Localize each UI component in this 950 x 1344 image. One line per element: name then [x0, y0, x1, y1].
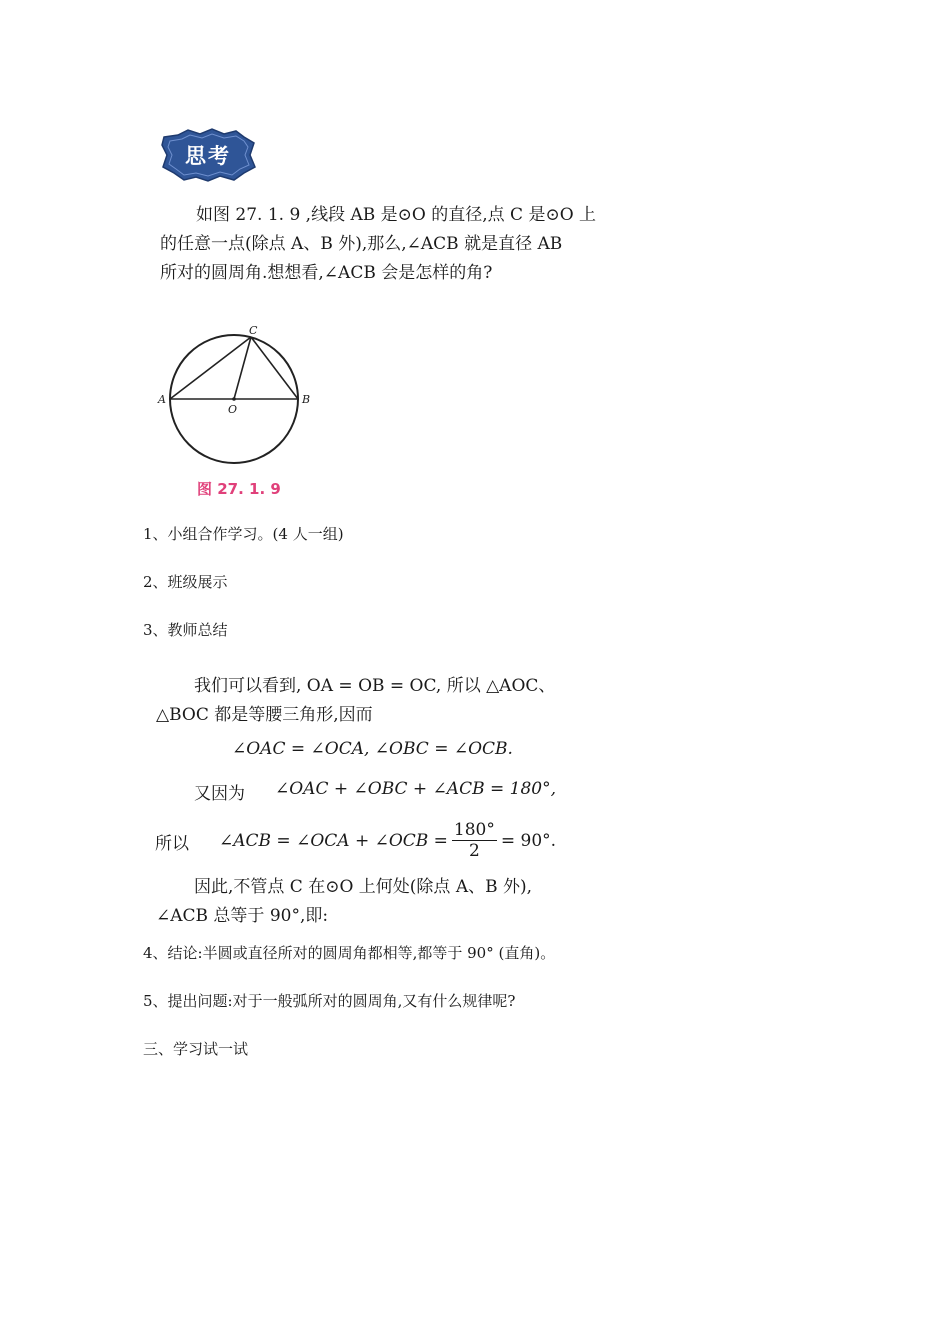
equation-2-prefix: 又因为 — [194, 784, 245, 804]
step-4: 4、结论:半圆或直径所对的圆周角都相等,都等于 90° (直角)。 — [143, 944, 556, 962]
step-1: 1、小组合作学习。(4 人一组) — [143, 525, 344, 543]
intro-line-1: 如图 27. 1. 9 ,线段 AB 是⊙O 的直径,点 C 是⊙O 上 — [196, 205, 597, 225]
label-c: C — [249, 324, 258, 337]
summary-line-3: 因此,不管点 C 在⊙O 上何处(除点 A、B 外), — [194, 877, 533, 897]
step-3: 3、教师总结 — [143, 621, 228, 639]
fraction-numerator: 180° — [453, 820, 495, 840]
summary-line-4: ∠ACB 总等于 90°,即: — [156, 906, 329, 926]
figure-caption: 图 27. 1. 9 — [197, 480, 281, 498]
think-badge — [160, 127, 256, 183]
intro-line-3: 所对的圆周角.想想看,∠ACB 会是怎样的角? — [160, 263, 493, 283]
equation-3-prefix: 所以 — [155, 834, 189, 854]
equation-2: ∠OAC + ∠OBC + ∠ACB = 180°, — [275, 779, 556, 799]
summary-line-1: 我们可以看到, OA = OB = OC, 所以 △AOC、 — [194, 676, 556, 696]
intro-line-2: 的任意一点(除点 A、B 外),那么,∠ACB 就是直径 AB — [160, 234, 563, 254]
equation-3-left: ∠ACB = ∠OCA + ∠OCB = — [219, 830, 448, 851]
label-o: O — [228, 403, 238, 416]
badge-label: 思考 — [185, 144, 231, 168]
label-b: B — [302, 393, 311, 406]
chord-ac — [170, 337, 251, 399]
equation-1: ∠OAC = ∠OCA, ∠OBC = ∠OCB. — [232, 739, 513, 759]
center-dot — [232, 397, 236, 401]
radius-oc — [234, 337, 251, 399]
intro-paragraph — [160, 201, 630, 288]
step-5: 5、提出问题:对于一般弧所对的圆周角,又有什么规律呢? — [143, 992, 516, 1010]
section-3-title: 三、学习试一试 — [143, 1040, 249, 1058]
label-a: A — [158, 393, 166, 406]
step-2: 2、班级展示 — [143, 573, 228, 591]
circle-diagram — [150, 320, 330, 480]
fraction — [452, 820, 497, 861]
fraction-denominator: 2 — [468, 841, 480, 861]
summary-line-2: △BOC 都是等腰三角形,因而 — [156, 705, 373, 725]
equation-3 — [219, 820, 556, 861]
equation-3-right: = 90°. — [500, 830, 557, 851]
